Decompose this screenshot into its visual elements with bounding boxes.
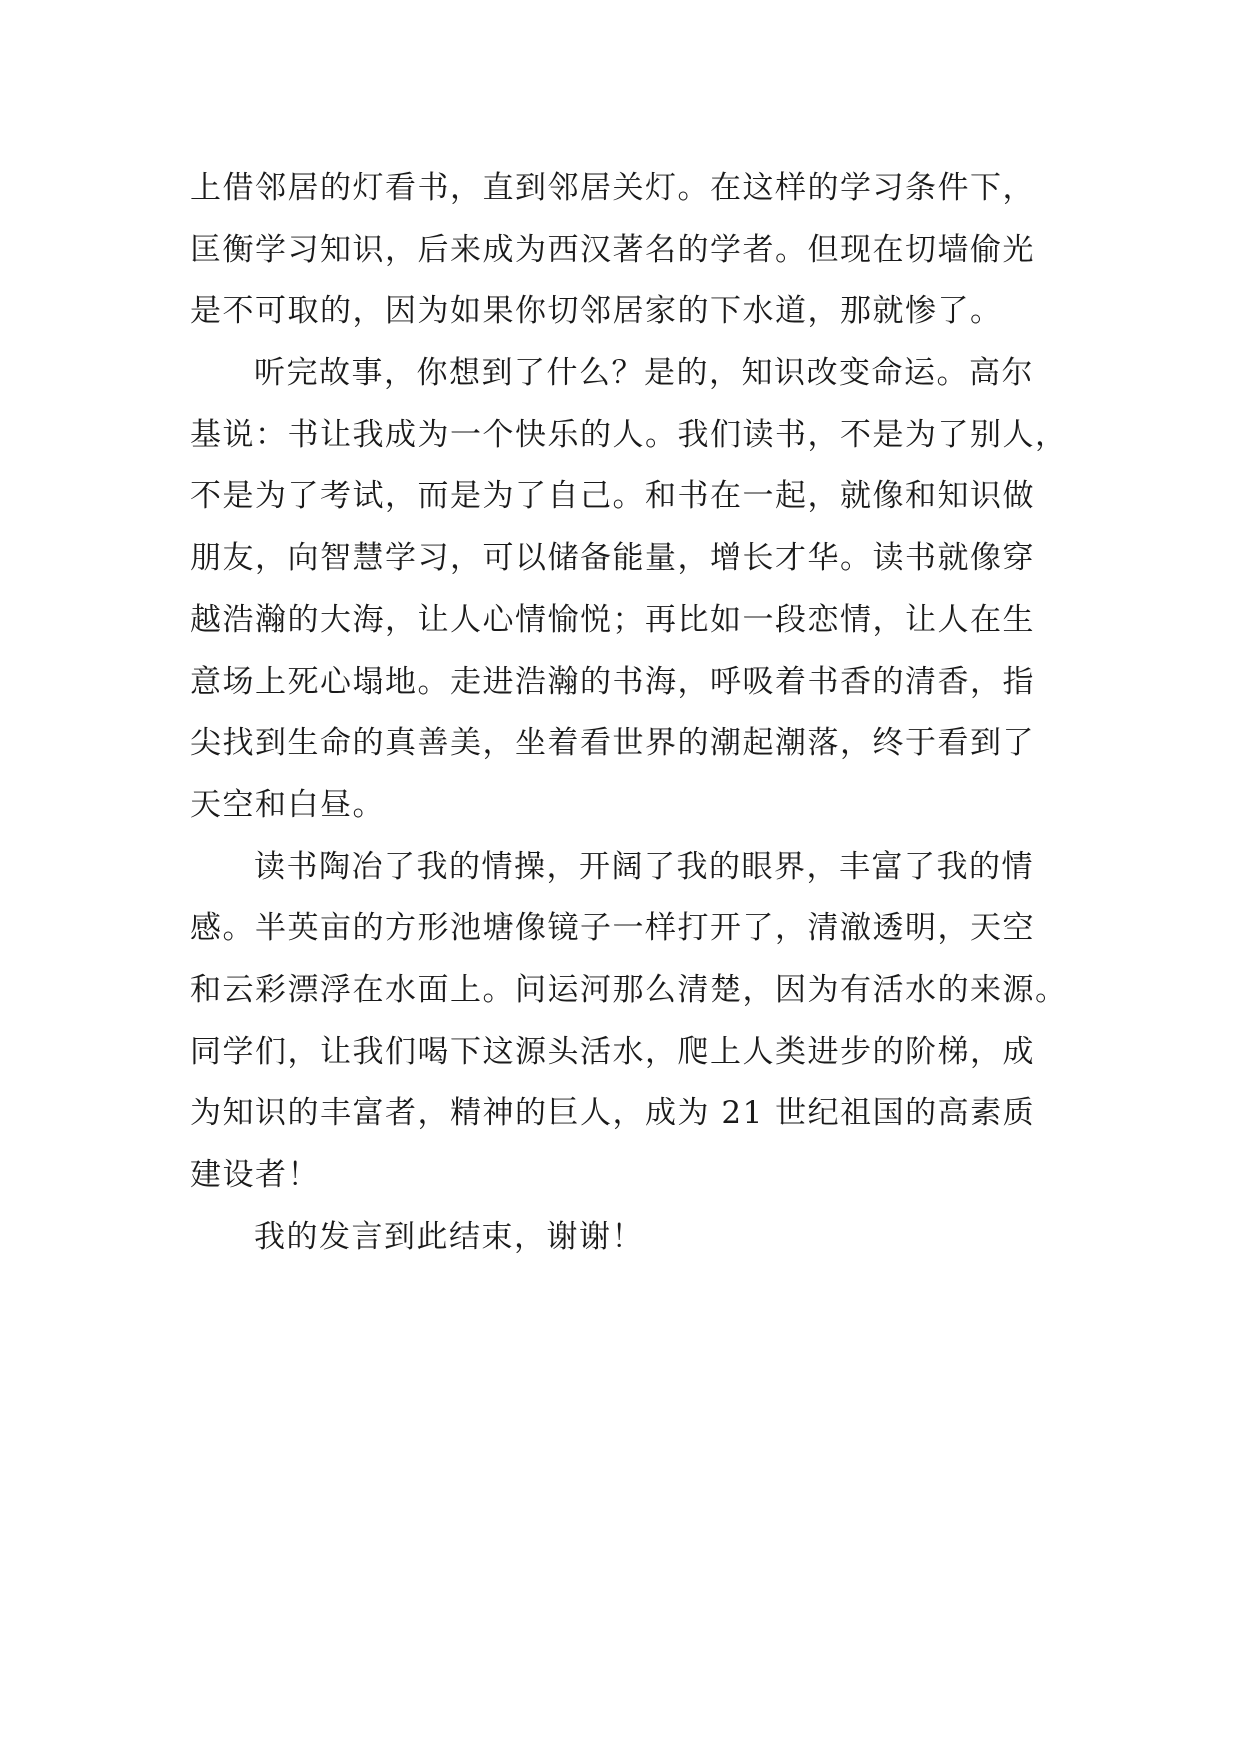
- text-line: 上借邻居的灯看书，直到邻居关灯。在这样的学习条件下，: [190, 170, 1035, 206]
- text-line: 匡衡学习知识，后来成为西汉著名的学者。但现在切墙偷光: [190, 231, 1035, 268]
- text-line: 基说：书让我成为一个快乐的人。我们读书，不是为了别人，: [190, 416, 1068, 453]
- text-line: 不是为了考试，而是为了自己。和书在一起，就像和知识做: [190, 478, 1035, 515]
- text-line: 越浩瀚的大海，让人心情愉悦；再比如一段恋情，让人在生: [190, 601, 1035, 638]
- text-line: 意场上死心塌地。走进浩瀚的书海，呼吸着书香的清香，指: [190, 663, 1035, 700]
- text-line: 感。半英亩的方形池塘像镜子一样打开了，清澈透明，天空: [190, 910, 1035, 947]
- body-text: [190, 158, 1070, 1268]
- text-line: 为知识的丰富者，精神的巨人，成为 21 世纪祖国的高素质: [190, 1095, 1036, 1132]
- text-line: 同学们，让我们喝下这源头活水，爬上人类进步的阶梯，成: [190, 1033, 1035, 1070]
- paragraph-start-line: 听完故事，你想到了什么？是的，知识改变命运。高尔: [254, 355, 1034, 392]
- text-line: 是不可取的，因为如果你切邻居家的下水道，那就惨了。: [190, 293, 1003, 330]
- text-line: 天空和白昼。: [190, 786, 385, 823]
- paragraph-start-line: 读书陶冶了我的情操，开阔了我的眼界，丰富了我的情: [254, 848, 1034, 885]
- closing-line: 我的发言到此结束，谢谢！: [254, 1218, 644, 1255]
- text-line: 朋友，向智慧学习，可以储备能量，增长才华。读书就像穿: [190, 540, 1035, 577]
- text-line: 建设者！: [190, 1157, 320, 1193]
- text-line: 尖找到生命的真善美，坐着看世界的潮起潮落，终于看到了: [190, 725, 1035, 762]
- text-line: 和云彩漂浮在水面上。问运河那么清楚，因为有活水的来源。: [190, 971, 1068, 1008]
